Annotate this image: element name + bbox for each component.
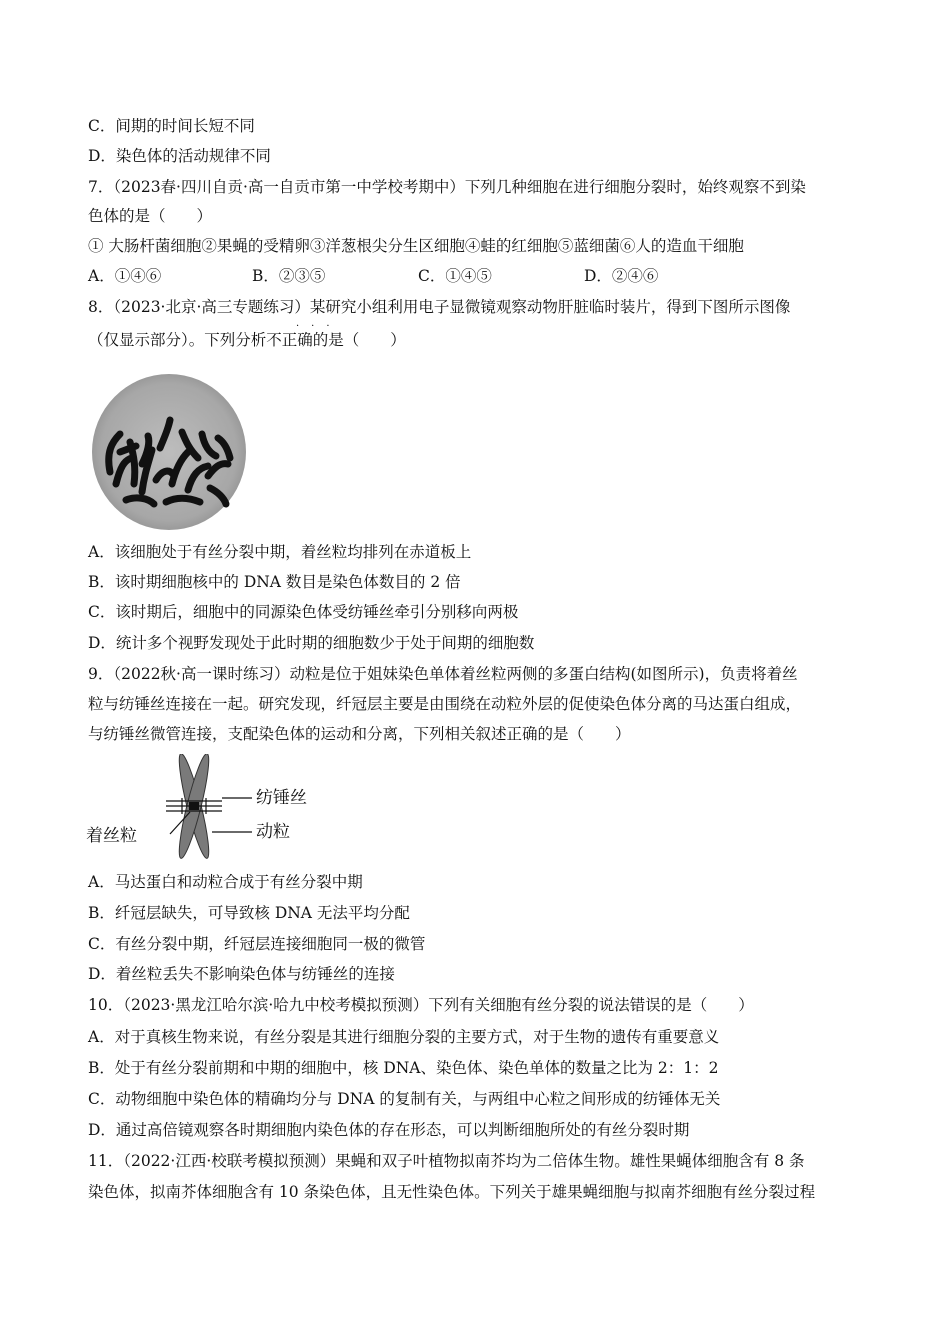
- q7-option-a: A．①④⑥: [88, 267, 162, 285]
- q9-option-c: C．有丝分裂中期，纤冠层连接细胞同一极的微管: [88, 935, 426, 953]
- q11-stem-line2: 染色体，拟南芥体细胞含有 10 条染色体，且无性染色体。下列关于雄果蝇细胞与拟南芥细胞有丝分裂过程: [88, 1183, 816, 1201]
- q8-option-a: A．该细胞处于有丝分裂中期，着丝粒均排列在赤道板上: [88, 543, 472, 561]
- q8-option-b: B．该时期细胞核中的 DNA 数目是染色体数目的 2 倍: [88, 573, 461, 591]
- q9-stem-line1: 9．（2022秋·高一课时练习）动粒是位于姐妹染色单体着丝粒两侧的多蛋白结构(如图所示)，负责将着丝: [88, 665, 798, 683]
- q9-option-b: B．纤冠层缺失，可导致核 DNA 无法平均分配: [88, 904, 410, 922]
- q7-stem-line2: 色体的是（ ）: [88, 207, 213, 225]
- q10-option-b: B．处于有丝分裂前期和中期的细胞中，核 DNA、染色体、染色单体的数量之比为 2：1：2: [88, 1059, 719, 1077]
- q10-option-c: C．动物细胞中染色体的精确均分与 DNA 的复制有关，与两组中心粒之间形成的纺锤体无关: [88, 1090, 721, 1108]
- q8-stem-line2: （仅显示部分）。下列分析不正确的是（ ）: [88, 331, 406, 349]
- q7-option-d: D．②④⑥: [584, 267, 659, 285]
- q10-option-d: D．通过高倍镜观察各时期细胞内染色体的存在形态，可以判断细胞所处的有丝分裂时期: [88, 1121, 690, 1139]
- q8-option-d: D．统计多个视野发现处于此时期的细胞数少于处于间期的细胞数: [88, 634, 535, 652]
- chromosome-micrograph: [90, 372, 248, 532]
- q9-stem-line3: 与纺锤丝微管连接，支配染色体的运动和分离，下列相关叙述正确的是（ ）: [88, 725, 631, 743]
- emphasis-dots: ···: [296, 321, 342, 332]
- q10-stem: 10．（2023·黑龙江哈尔滨·哈九中校考模拟预测）下列有关细胞有丝分裂的说法错误的是（ ）: [88, 996, 754, 1014]
- q9-option-a: A．马达蛋白和动粒合成于有丝分裂中期: [88, 873, 363, 891]
- q7-options: [88, 266, 868, 286]
- kinetochore-diagram: [86, 754, 326, 862]
- q8-stem-line1: 8．（2023·北京·高三专题练习）某研究小组利用电子显微镜观察动物肝脏临时装片，得到下图所示图像: [88, 298, 791, 316]
- centromere-mark: [189, 802, 199, 810]
- q11-stem-line1: 11．（2022·江西·校联考模拟预测）果蝇和双子叶植物拟南芥均为二倍体生物。雄性果蝇体细胞含有 8 条: [88, 1152, 805, 1170]
- q8-option-c: C．该时期后，细胞中的同源染色体受纺锤丝牵引分别移向两极: [88, 603, 519, 621]
- q6-option-d: D．染色体的活动规律不同: [88, 147, 271, 165]
- label-spindle: 纺锤丝: [256, 788, 307, 808]
- q9-stem-line2: 粒与纺锤丝连接在一起。研究发现，纤冠层主要是由围绕在动粒外层的促使染色体分离的马达蛋白组成，: [88, 695, 802, 713]
- q9-option-d: D．着丝粒丢失不影响染色体与纺锤丝的连接: [88, 965, 395, 983]
- q7-cell-list: ① 大肠杆菌细胞②果蝇的受精卵③洋葱根尖分生区细胞④蛙的红细胞⑤蓝细菌⑥人的造血干细胞: [88, 237, 744, 255]
- micrograph-field: [92, 374, 246, 530]
- q7-stem-line1: 7．（2023春·四川自贡·高一自贡市第一中学校考期中）下列几种细胞在进行细胞分裂时，始终观察不到染: [88, 178, 806, 196]
- q10-option-a: A．对于真核生物来说，有丝分裂是其进行细胞分裂的主要方式，对于生物的遗传有重要意义: [88, 1028, 720, 1046]
- label-kinetochore: 动粒: [256, 822, 290, 842]
- q7-option-b: B．②③⑤: [252, 267, 326, 285]
- label-centromere: 着丝粒: [86, 826, 137, 846]
- q6-option-c: C．间期的时间长短不同: [88, 117, 255, 135]
- q7-option-c: C．①④⑤: [418, 267, 492, 285]
